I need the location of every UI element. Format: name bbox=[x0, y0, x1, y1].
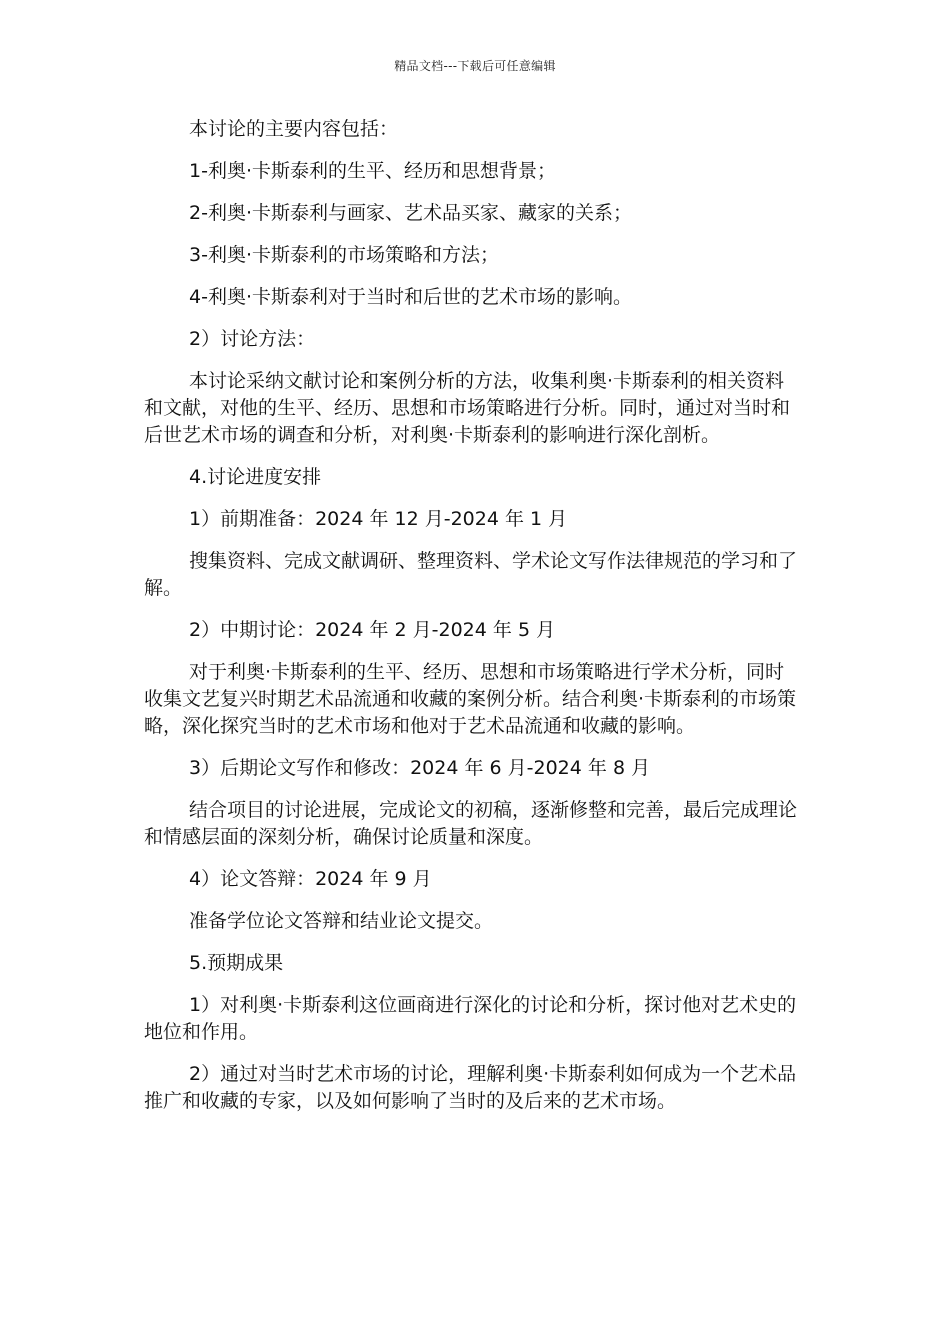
page-header: 精品文档---下载后可任意编辑 bbox=[394, 59, 556, 73]
outcome-1: 1）对利奥·卡斯泰利这位画商进行深化的讨论和分析，探讨他对艺术史的地位和作用。 bbox=[144, 994, 797, 1043]
document-body bbox=[144, 116, 800, 1130]
list-item-2: 2-利奥·卡斯泰利与画家、艺术品买家、藏家的关系； bbox=[189, 202, 632, 224]
paragraph-phase-4: 准备学位论文答辩和结业论文提交。 bbox=[189, 910, 494, 932]
section-heading-outcomes: 5.预期成果 bbox=[189, 952, 284, 974]
paragraph-phase-3: 结合项目的讨论进展，完成论文的初稿，逐渐修整和完善，最后完成理论和情感层面的深刻分析，确保讨论质量和深度。 bbox=[144, 799, 798, 848]
list-item-3: 3-利奥·卡斯泰利的市场策略和方法； bbox=[189, 244, 499, 266]
paragraph-method: 本讨论采纳文献讨论和案例分析的方法，收集利奥·卡斯泰利的相关资料和文献，对他的生平、经历、思想和市场策略进行分析。同时，通过对当时和后世艺术市场的调查和分析，对利奥·卡斯泰利的影响进行深化剖析。 bbox=[144, 370, 791, 446]
schedule-phase-2: 2）中期讨论：2024 年 2 月-2024 年 5 月 bbox=[189, 619, 556, 641]
paragraph-phase-2: 对于利奥·卡斯泰利的生平、经历、思想和市场策略进行学术分析，同时收集文艺复兴时期艺术品流通和收藏的案例分析。结合利奥·卡斯泰利的市场策略，深化探究当时的艺术市场和他对于艺术品流通和收藏的影响。 bbox=[144, 661, 797, 737]
list-item-1: 1-利奥·卡斯泰利的生平、经历和思想背景； bbox=[189, 160, 556, 182]
paragraph-phase-1: 搜集资料、完成文献调研、整理资料、学术论文写作法律规范的学习和了解。 bbox=[144, 550, 798, 599]
section-heading-schedule: 4.讨论进度安排 bbox=[189, 466, 322, 488]
paragraph-content-intro: 本讨论的主要内容包括： bbox=[189, 118, 399, 140]
outcome-2: 2）通过对当时艺术市场的讨论，理解利奥·卡斯泰利如何成为一个艺术品推广和收藏的专家，以及如何影响了当时的及后来的艺术市场。 bbox=[144, 1063, 797, 1112]
schedule-phase-1: 1）前期准备：2024 年 12 月-2024 年 1 月 bbox=[189, 508, 568, 530]
list-item-4: 4-利奥·卡斯泰利对于当时和后世的艺术市场的影响。 bbox=[189, 286, 632, 308]
section-heading-method: 2）讨论方法： bbox=[189, 328, 316, 350]
schedule-phase-4: 4）论文答辩：2024 年 9 月 bbox=[189, 868, 432, 890]
schedule-phase-3: 3）后期论文写作和修改：2024 年 6 月-2024 年 8 月 bbox=[189, 757, 651, 779]
